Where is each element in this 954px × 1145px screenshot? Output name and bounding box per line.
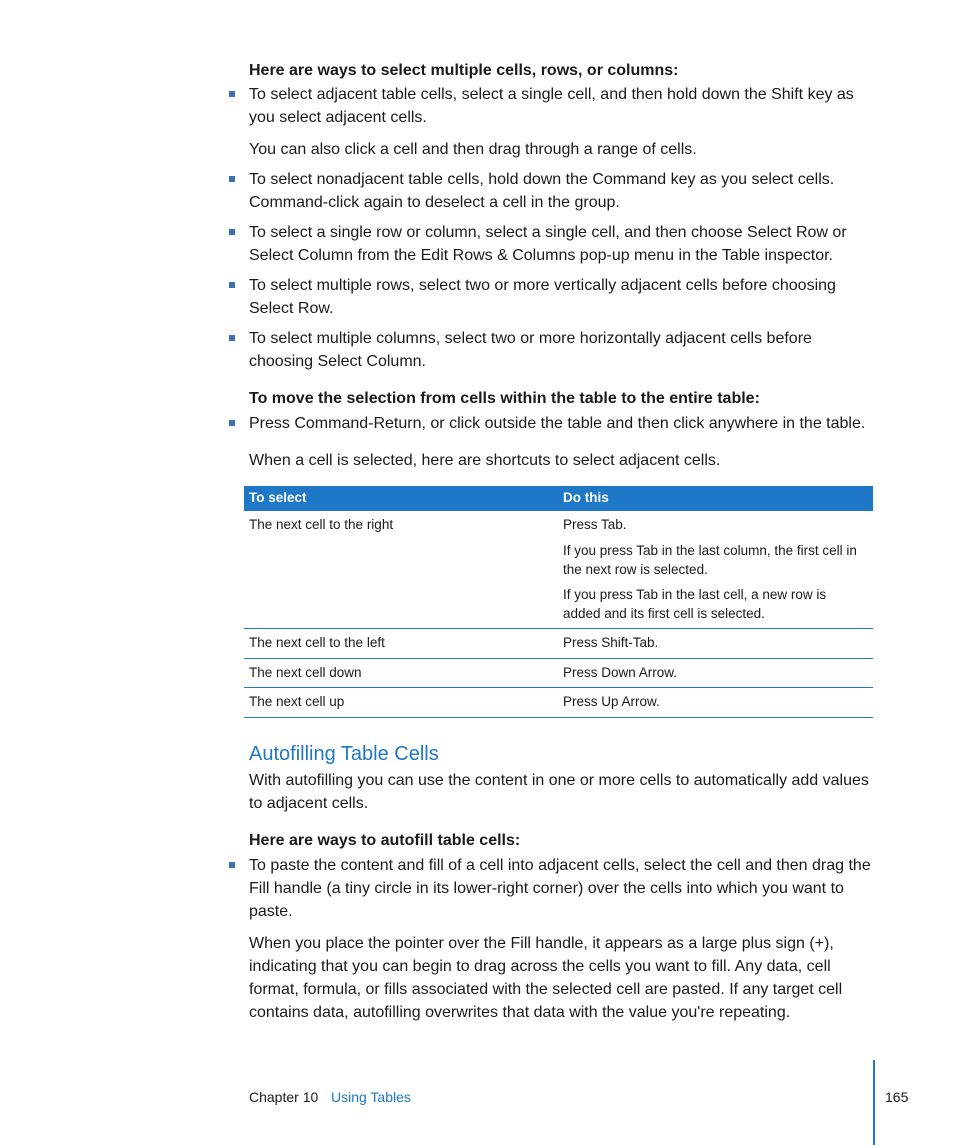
list-item: To select multiple columns, select two or more horizontally adjacent cells before choosing Select Column. xyxy=(249,330,812,370)
footer-chapter: Chapter 10 xyxy=(249,1089,319,1105)
list-item: To paste the content and fill of a cell into adjacent cells, select the cell and then drag the Fill handle (a tiny circle in its lower-right corner) over the cells into which you want to paste. xyxy=(249,857,871,920)
bullet-icon xyxy=(229,176,235,182)
bullet-icon xyxy=(229,91,235,97)
table-cell-select: The next cell to the left xyxy=(249,635,385,650)
column-header-do: Do this xyxy=(563,490,609,505)
table-divider xyxy=(244,687,873,688)
table-cell-do: If you press Tab in the last cell, a new row is added and its first cell is selected. xyxy=(563,587,827,621)
select-heading: Here are ways to select multiple cells, rows, or columns: xyxy=(249,62,679,79)
list-item: To select a single row or column, select a single cell, and then choose Select Row or Select Column from the Edit Rows & Columns pop-up menu in the Table inspector. xyxy=(249,224,847,264)
list-item: To select nonadjacent table cells, hold down the Command key as you select cells. Command-click again to deselect a cell in the group. xyxy=(249,171,835,211)
table-divider xyxy=(244,717,873,718)
bullet-icon xyxy=(229,420,235,426)
table-cell-select: The next cell to the right xyxy=(249,517,394,532)
column-header-select: To select xyxy=(249,490,307,505)
list-item: Press Command-Return, or click outside the table and then click anywhere in the table. xyxy=(249,415,866,432)
footer-divider xyxy=(873,1060,875,1145)
table-cell-do: If you press Tab in the last column, the first cell in the next row is selected. xyxy=(563,543,857,577)
table-cell-do: Press Down Arrow. xyxy=(563,665,678,680)
autofill-intro: With autofilling you can use the content in one or more cells to automatically add values to adjacent cells. xyxy=(249,772,869,812)
table-divider xyxy=(244,658,873,659)
note-text: You can also click a cell and then drag through a range of cells. xyxy=(249,141,697,158)
list-item: To select adjacent table cells, select a single cell, and then hold down the Shift key as you select adjacent cells. xyxy=(249,86,854,126)
list-item: To select multiple rows, select two or more vertically adjacent cells before choosing Select Row. xyxy=(249,277,836,317)
footer-chapter-link[interactable]: Using Tables xyxy=(331,1089,411,1105)
table-cell-do: Press Up Arrow. xyxy=(563,694,660,709)
table-cell-select: The next cell up xyxy=(249,694,345,709)
table-divider xyxy=(244,628,873,629)
table-cell-do: Press Shift-Tab. xyxy=(563,635,659,650)
table-cell-select: The next cell down xyxy=(249,665,362,680)
bullet-icon xyxy=(229,282,235,288)
table-header xyxy=(244,486,873,511)
autofill-heading: Here are ways to autofill table cells: xyxy=(249,832,521,849)
move-heading: To move the selection from cells within the table to the entire table: xyxy=(249,390,760,407)
table-cell-do: Press Tab. xyxy=(563,517,627,532)
bullet-icon xyxy=(229,335,235,341)
page-number: 165 xyxy=(885,1089,909,1105)
bullet-icon xyxy=(229,229,235,235)
autofill-followup: When you place the pointer over the Fill handle, it appears as a large plus sign (+), indicating that you can begin to drag across the cells you want to fill. Any data, cell format, formula, or fills associated with the selected cell are pasted. If any target cell contains data, autofilling overwrites that data with the value you're repeating. xyxy=(249,935,843,1021)
section-title: Autofilling Table Cells xyxy=(249,743,439,765)
bullet-icon xyxy=(229,862,235,868)
shortcut-intro: When a cell is selected, here are shortcuts to select adjacent cells. xyxy=(249,452,721,469)
